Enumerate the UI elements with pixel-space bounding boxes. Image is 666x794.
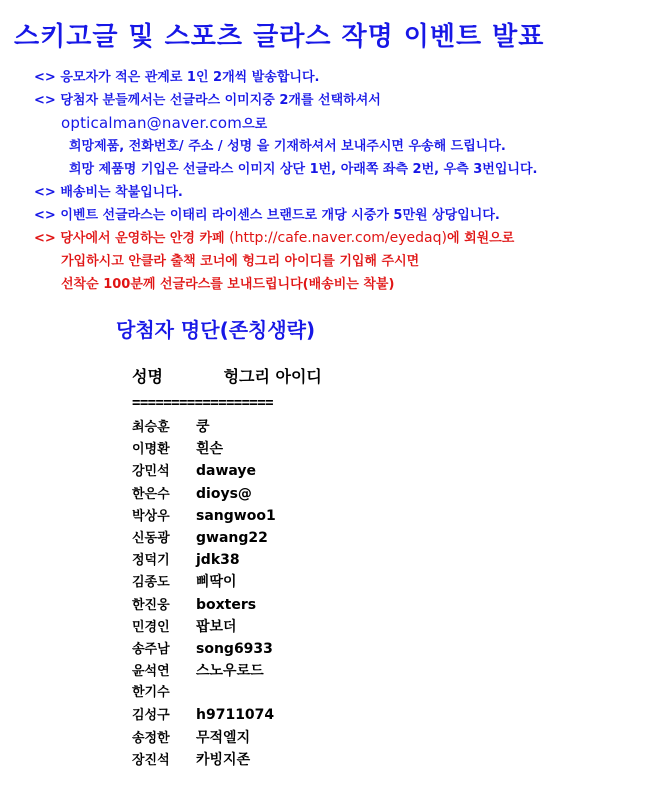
notice-item: [34, 135, 658, 158]
winner-name: 박상우: [132, 508, 170, 524]
winner-name: 최승훈: [132, 420, 170, 435]
table-row: [132, 571, 322, 593]
notice-bullet: <>: [34, 208, 56, 223]
table-row: [132, 460, 322, 482]
table-row: [132, 505, 322, 527]
winner-name: 윤석연: [132, 664, 170, 680]
table-row: [132, 549, 322, 571]
winner-hungry-id: gwang22: [196, 529, 268, 546]
winner-hungry-id: 무적엘지: [196, 729, 251, 746]
notice-item: [34, 227, 658, 250]
notice-text: 으로: [242, 117, 268, 132]
notice-item: [34, 273, 658, 296]
table-row: [132, 616, 322, 638]
table-row: [132, 727, 322, 749]
winner-hungry-id: 스노우로드: [196, 663, 264, 680]
winner-hungry-id: dawaye: [196, 463, 257, 480]
winner-name: 이명환: [132, 442, 170, 458]
table-row: [132, 704, 322, 726]
table-row: [132, 638, 322, 660]
winner-name: 송주남: [132, 641, 170, 657]
notice-text: 배송비는 착불입니다.: [60, 185, 183, 200]
winners-table: [132, 364, 322, 771]
divider: ==================: [132, 395, 273, 411]
notice-item: [34, 250, 658, 273]
notice-text: 에 회원으로: [446, 231, 515, 246]
winner-hungry-id: dioys@: [196, 485, 252, 502]
notice-text: 당사에서 운영하는 안경 카페: [60, 231, 230, 246]
notice-bullet: <>: [34, 70, 56, 85]
notice-text: 희망 제품명 기입은 선글라스 이미지 상단 1번, 아래쪽 좌측 2번, 우측 3번입니다.: [69, 162, 538, 177]
notice-text: 가입하시고 안클라 출책 코너에 헝그리 아이디를 기입해 주시면: [61, 254, 420, 269]
winner-name: 정덕기: [132, 553, 170, 569]
table-row: [132, 483, 322, 505]
page-title: 스키고글 및 스포츠 글라스 작명 이벤트 발표: [14, 22, 545, 52]
winner-hungry-id: 카빙지존: [196, 751, 251, 768]
notice-item: [34, 158, 658, 181]
notice-text: 이벤트 선글라스는 이태리 라이센스 브랜드로 개당 시중가 5만원 상당입니다.: [60, 208, 500, 223]
notice-text: 선착순 100분께 선글라스를 보내드립니다(배송비는 착불): [61, 277, 395, 292]
winner-name: 신동광: [132, 530, 170, 546]
winner-hungry-id: 쿵: [196, 419, 210, 435]
notice-text: 당첨자 분들께서는 선글라스 이미지중 2개를 선택하셔서: [60, 93, 381, 108]
notice-text: 응모자가 적은 관계로 1인 2개씩 발송합니다.: [60, 70, 320, 85]
winner-name: 민경인: [132, 619, 170, 635]
winner-name: 김성구: [132, 708, 170, 724]
notice-bullet: <>: [34, 185, 56, 200]
notice-text: 희망제품, 전화번호/ 주소 / 성명 을 기재하셔서 보내주시면 우송해 드립니다.: [69, 139, 506, 154]
winner-hungry-id: jdk38: [196, 552, 240, 569]
winners-header-row: [132, 364, 322, 390]
column-header-id: 헝그리 아이디: [223, 367, 322, 386]
cafe-link[interactable]: (http://cafe.naver.com/eyedaq): [229, 230, 447, 246]
winners-heading: 당첨자 명단(존칭생략): [116, 318, 316, 342]
winner-name: 송정한: [132, 730, 170, 746]
winner-rows: [132, 416, 322, 771]
table-row: [132, 416, 322, 438]
table-row: [132, 682, 322, 704]
table-row: [132, 660, 322, 682]
notice-item: [34, 204, 658, 227]
notice-bullet: <>: [34, 93, 56, 108]
winner-name: 강민석: [132, 464, 170, 480]
winner-hungry-id: 흰손: [196, 441, 224, 458]
contact-email: opticalman@naver.com: [61, 114, 243, 132]
winner-name: 한진웅: [132, 597, 170, 613]
winner-hungry-id: 팝보더: [196, 618, 237, 635]
table-row: [132, 749, 322, 771]
notice-list: [34, 66, 658, 296]
winner-name: 김종도: [132, 575, 170, 591]
column-header-name: 성명: [132, 367, 163, 386]
winner-hungry-id: sangwoo1: [196, 507, 276, 524]
notice-bullet: <>: [34, 231, 56, 246]
notice-item: [34, 181, 658, 204]
table-row: [132, 594, 322, 616]
notice-item: [34, 89, 658, 112]
table-row: [132, 438, 322, 460]
winner-hungry-id: h9711074: [196, 707, 275, 724]
table-row: [132, 527, 322, 549]
notice-item: [34, 112, 658, 135]
notice-item: [34, 66, 658, 89]
winner-name: 장진석: [132, 752, 170, 768]
winner-hungry-id: song6933: [196, 640, 273, 657]
winner-name: 한기수: [132, 685, 170, 701]
winner-hungry-id: 삐딱이: [196, 574, 237, 591]
winner-name: 한은수: [132, 486, 170, 502]
winner-hungry-id: boxters: [196, 596, 257, 613]
